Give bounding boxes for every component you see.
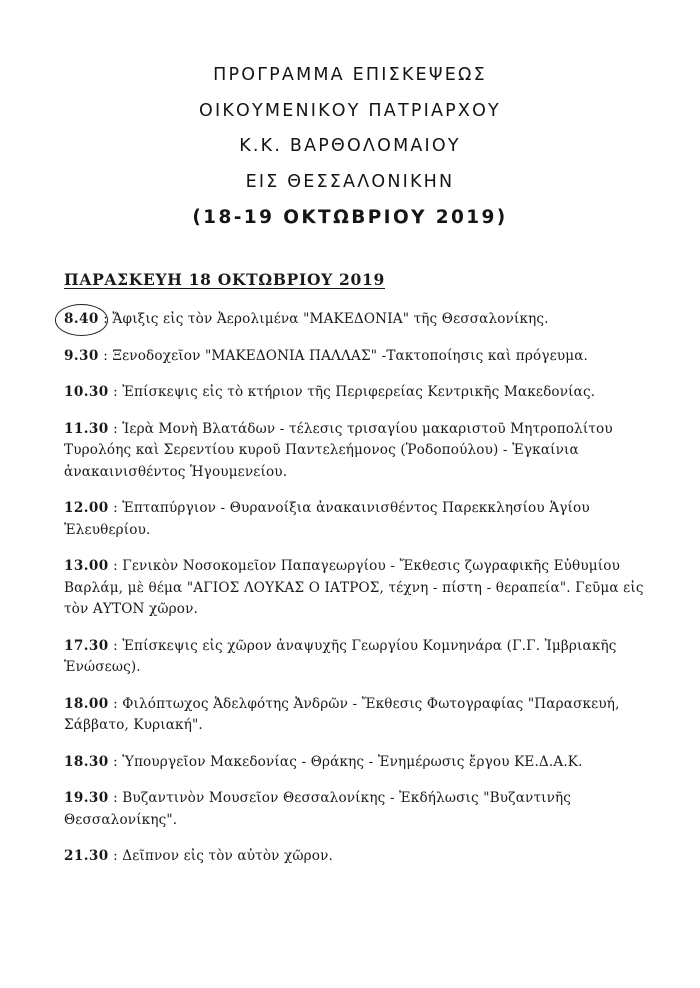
schedule-entry xyxy=(64,556,664,621)
entry-time: 13.00 xyxy=(64,558,109,574)
entry-text: : Δεῖπνον εἰς τὸν αὐτὸν χῶρον. xyxy=(113,848,334,864)
entry-time: 17.30 xyxy=(64,637,109,654)
entry-time: 18.30 xyxy=(64,753,109,770)
entry-time: 9.30 xyxy=(64,347,99,364)
schedule-entry xyxy=(64,382,664,404)
entry-time: 11.30 xyxy=(64,420,109,437)
schedule-entry xyxy=(64,346,664,368)
entry-text: : Γενικὸν Νοσοκομεῖον Παπαγεωργίου - Ἔκθεσις ζωγραφικῆς Εὐθυμίου Βαρλάμ, μὲ θέμα "ΑΓΙΟΣ ΛΟΥΚΑΣ Ο ΙΑΤΡΟΣ, τέχνη - πίστη - θεραπεία". Γεῦμα εἰς τὸν ΑΥΤΟΝ χῶρον. xyxy=(64,558,644,617)
entry-text: : Φιλόπτωχος Ἀδελφότης Ἀνδρῶν - Ἔκθεσις Φωτογραφίας "Παρασκευή, Σάββατο, Κυριακή". xyxy=(64,695,620,733)
document-title xyxy=(0,58,700,236)
entry-text: : Ἑπταπύργιον - Θυρανοίξια ἀνακαινισθέντος Παρεκκλησίου Ἁγίου Ἐλευθερίου. xyxy=(64,500,590,538)
entry-time: 10.30 xyxy=(64,384,109,400)
entry-time: 19.30 xyxy=(64,790,109,806)
title-line-4: ΕΙΣ ΘΕΣΣΑΛΟΝΙΚΗΝ xyxy=(245,171,455,192)
schedule-entry xyxy=(64,636,664,679)
entry-text: : Ἐπίσκεψις εἰς τὸ κτήριον τῆς Περιφερείας Κεντρικῆς Μακεδονίας. xyxy=(113,384,596,400)
title-line-3: Κ.Κ. ΒΑΡΘΟΛΟΜΑΙΟΥ xyxy=(239,136,461,156)
schedule-list xyxy=(64,309,664,883)
schedule-entry xyxy=(64,498,664,541)
title-line-2: ΟΙΚΟΥΜΕΝΙΚΟΥ ΠΑΤΡΙΑΡΧΟΥ xyxy=(199,100,501,121)
entry-time: 12.00 xyxy=(64,500,109,516)
schedule-entry xyxy=(64,846,664,868)
entry-time: 21.30 xyxy=(64,848,109,864)
schedule-entry xyxy=(64,752,664,774)
entry-text: : Ἐπίσκεψις εἰς χῶρον ἀναψυχῆς Γεωργίου Κομνηνάρα (Γ.Γ. Ἰμβριακῆς Ἑνώσεως). xyxy=(64,637,617,675)
entry-text: : Ἄφιξις εἰς τὸν Ἀερολιμένα "ΜΑΚΕΔΟΝΙΑ" τῆς Θεσσαλονίκης. xyxy=(103,311,549,327)
entry-text: : Ξενοδοχεῖον "ΜΑΚΕΔΟΝΙΑ ΠΑΛΛΑΣ" -Τακτοποίησις καὶ πρόγευμα. xyxy=(103,347,589,364)
entry-text: : Ὑπουργεῖον Μακεδονίας - Θράκης - Ἐνημέρωσις ἔργου ΚΕ.Δ.Α.Κ. xyxy=(113,753,583,770)
entry-time-circled: 8.40 xyxy=(64,309,99,331)
title-line-1: ΠΡΟΓΡΑΜΜΑ ΕΠΙΣΚΕΨΕΩΣ xyxy=(213,65,487,85)
schedule-entry xyxy=(64,309,664,331)
day-heading: ΠΑΡΑΣΚΕΥΗ 18 ΟΚΤΩΒΡΙΟΥ 2019 xyxy=(64,270,385,289)
entry-time: 18.00 xyxy=(64,695,109,712)
schedule-entry xyxy=(64,694,664,737)
entry-text: : Βυζαντινὸν Μουσεῖον Θεσσαλονίκης - Ἐκδήλωσις "Βυζαντινῆς Θεσσαλονίκης". xyxy=(64,790,572,828)
entry-text: : Ἱερὰ Μονὴ Βλατάδων - τέλεσις τρισαγίου μακαριστοῦ Μητροπολίτου Τυρολόης καὶ Σερεντίου κυροῦ Παντελεήμονος (Ῥοδοπούλου) - Ἐγκαίνια ἀνακαινισθέντος Ἡγουμενείου. xyxy=(64,420,613,480)
title-line-dates: (18-19 ΟΚΤΩΒΡΙΟΥ 2019) xyxy=(192,207,508,228)
schedule-entry xyxy=(64,788,664,831)
schedule-entry xyxy=(64,419,664,484)
